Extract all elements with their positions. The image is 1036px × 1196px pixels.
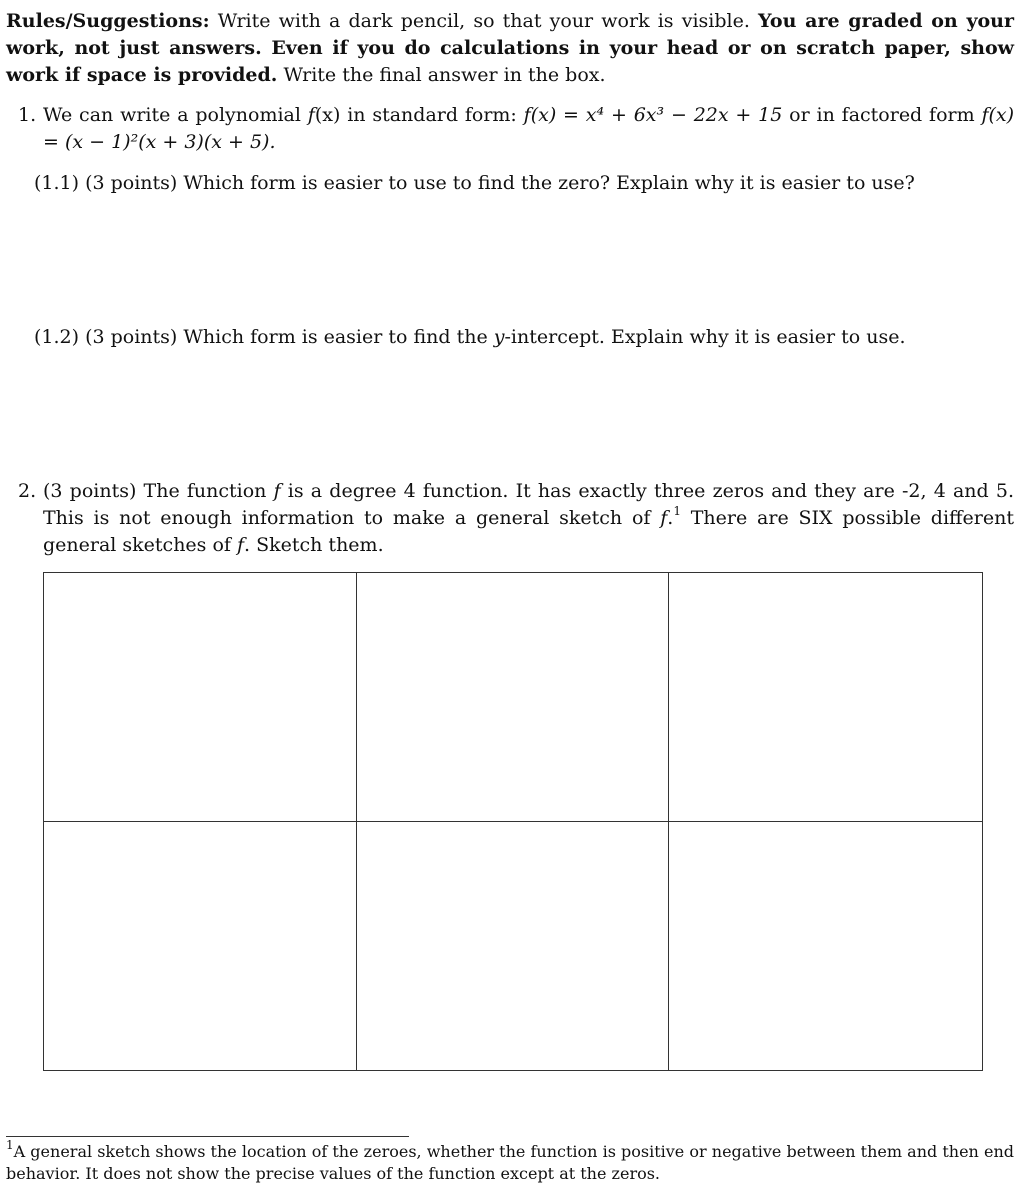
sketch-box-6[interactable]: [669, 822, 982, 1071]
sketch-box-1[interactable]: [44, 573, 357, 822]
footnote-mark: 1: [673, 503, 681, 518]
question-1-1: (1.1) (3 points) Which form is easier to use to find the zero? Explain why it is easier to use?: [34, 172, 915, 194]
question-2-text: (3 points) The function f is a degree 4 function. It has exactly three zeros and they are -2, 4 and 5. This is not enough information to make a general sketch of f.$^1$ There are SIX possible different general sketches of f. Sketch them.: [43, 480, 1015, 556]
standard-form: f(x) = x⁴ + 6x³ − 22x + 15: [523, 104, 783, 126]
sketch-box-5[interactable]: [357, 822, 670, 1071]
question-1: [18, 102, 1014, 156]
question-1-2: (1.2) (3 points) Which form is easier to find the y-intercept. Explain why it is easier to use.: [34, 326, 906, 348]
rules-paragraph: [6, 8, 1014, 89]
rules-bold-text: You are graded on your work, not just answers. Even if you do calculations in your head or on scratch paper, show work if space is provided.: [6, 10, 1014, 86]
sketch-box-4[interactable]: [44, 822, 357, 1071]
q1-fx: f: [307, 104, 315, 126]
question-2: [18, 478, 1014, 559]
rules-text-1: Write with a dark pencil, so that your work is visible.: [209, 10, 759, 32]
question-1-text: We can write a polynomial f(x) in standard form: f(x) = x⁴ + 6x³ − 22x + 15 or in factored form f(x) = (x − 1)²(x + 3)(x + 5).: [43, 104, 1015, 153]
question-2-number: 2.: [18, 480, 37, 502]
footnote-text: A general sketch shows the location of the zeroes, whether the function is positive or negative between them and then end behavior. It does not show the precise values of the function except at the zeros.: [6, 1142, 1014, 1183]
rules-text-2: Write the final answer in the box.: [277, 64, 606, 86]
sketch-box-3[interactable]: [669, 573, 982, 822]
sketch-box-2[interactable]: [357, 573, 670, 822]
footnote-number: 1: [6, 1137, 14, 1152]
rules-heading: Rules/Suggestions:: [6, 10, 210, 32]
sketch-grid: [43, 572, 983, 1071]
footnote: [6, 1137, 1014, 1185]
factored-form: f(x) = (x − 1)²(x + 3)(x + 5).: [43, 104, 1015, 153]
question-1-number: 1.: [18, 104, 37, 126]
footnote-divider: [6, 1136, 409, 1137]
